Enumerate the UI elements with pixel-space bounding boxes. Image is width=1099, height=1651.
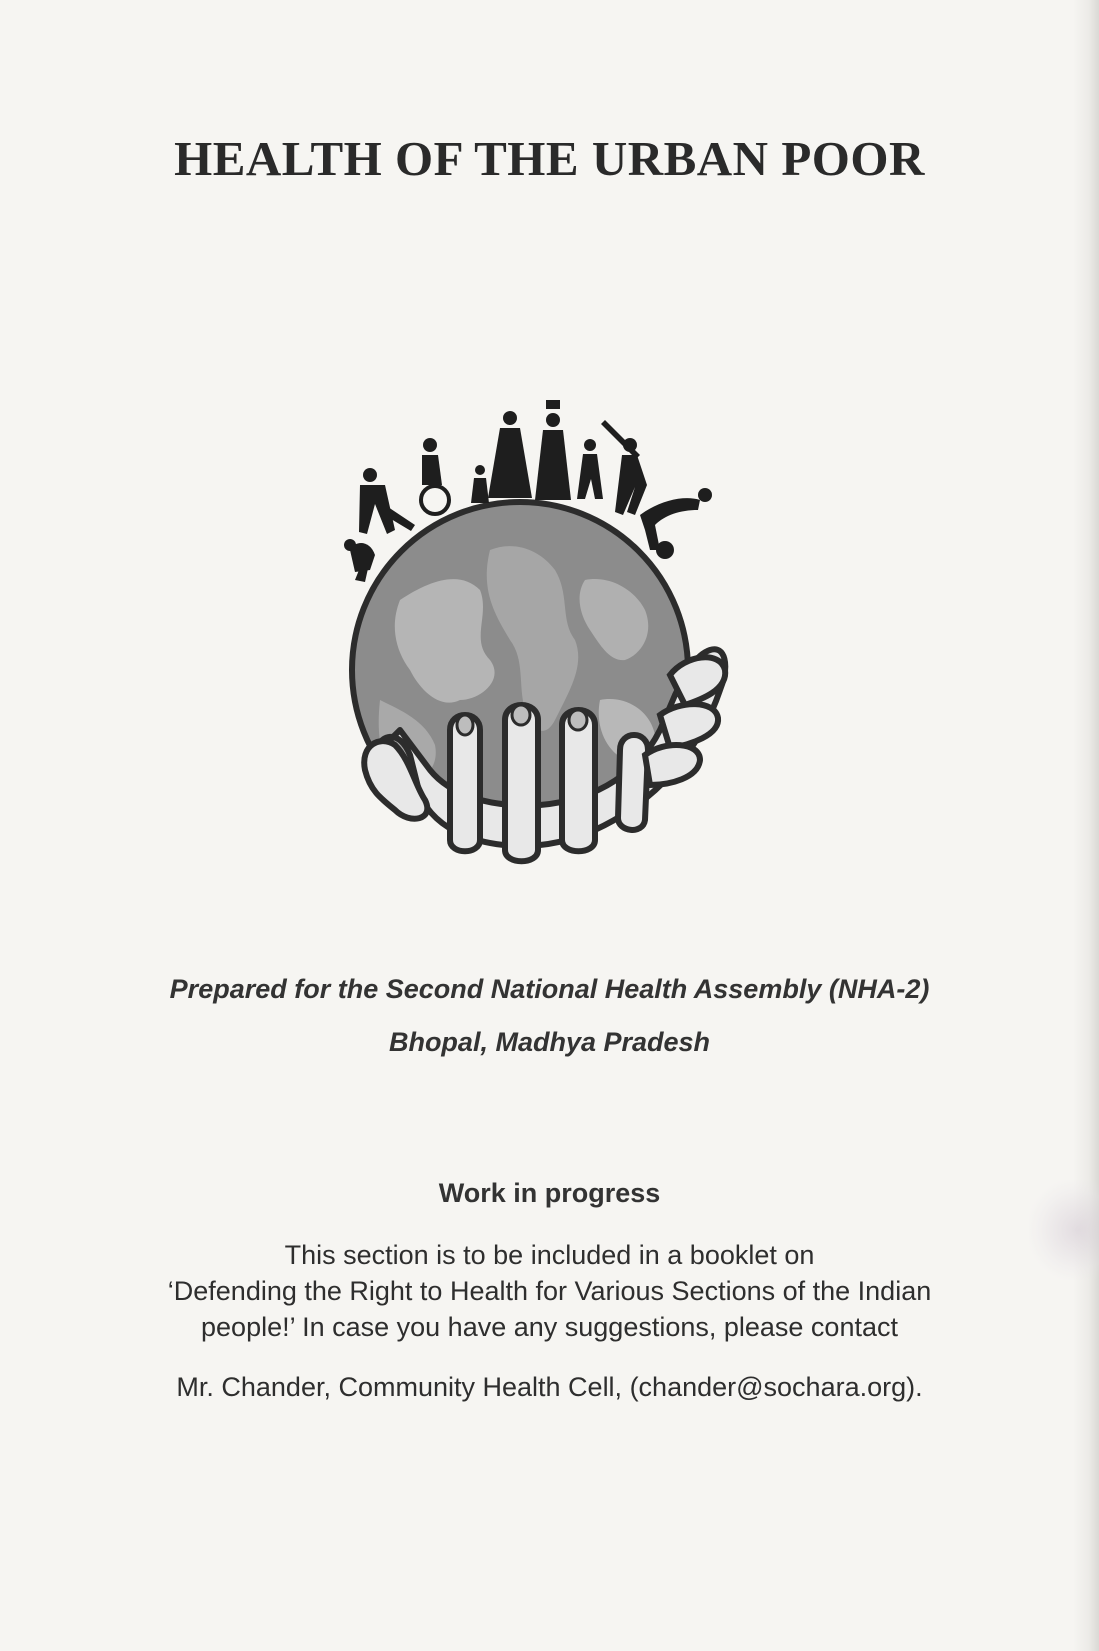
description-line-3: people!’ In case you have any suggestions, please contact <box>201 1312 898 1342</box>
prepared-for-line: Prepared for the Second National Health Assembly (NHA-2) <box>169 974 930 1004</box>
contact-line: Mr. Chander, Community Health Cell, (chander@sochara.org). <box>176 1372 923 1402</box>
description-line-2: ‘Defending the Right to Health for Various Sections of the Indian <box>167 1276 932 1306</box>
description-line-1: This section is to be included in a booklet on <box>284 1240 815 1270</box>
document-title: HEALTH OF THE URBAN POOR <box>174 131 925 186</box>
status-heading: Work in progress <box>438 1178 661 1208</box>
location-line: Bhopal, Madhya Pradesh <box>388 1027 711 1057</box>
globe-in-hands-with-people-icon <box>340 400 770 920</box>
page-edge-shadow <box>1073 0 1099 1651</box>
